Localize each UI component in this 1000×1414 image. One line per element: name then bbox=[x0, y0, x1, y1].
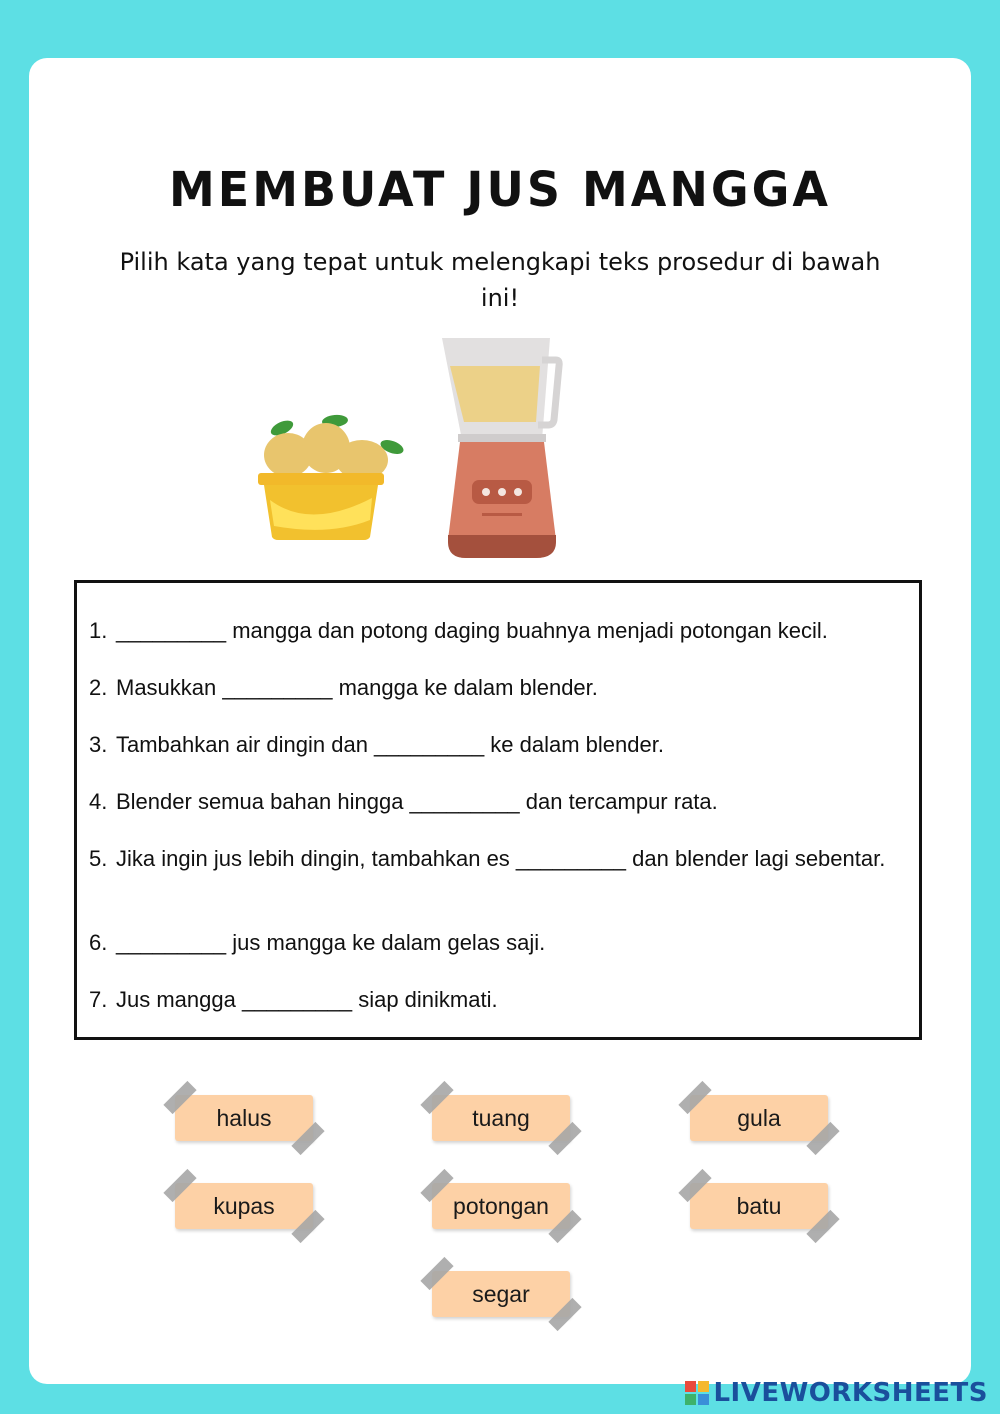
brand-footer[interactable] bbox=[685, 1378, 988, 1408]
word-chip-halus[interactable] bbox=[175, 1095, 313, 1141]
mango-bowl-icon bbox=[258, 414, 405, 540]
step-number: 4. bbox=[89, 789, 108, 814]
word-chip-segar[interactable] bbox=[432, 1271, 570, 1317]
procedure-steps-box bbox=[74, 580, 922, 1040]
blender-icon bbox=[442, 338, 559, 558]
page-title: MEMBUAT JUS MANGGA bbox=[169, 160, 831, 218]
step-item bbox=[89, 845, 909, 873]
step-item bbox=[89, 986, 909, 1014]
step-text: Jus mangga _________ siap dinikmati. bbox=[116, 987, 498, 1012]
step-item bbox=[89, 674, 909, 702]
word-chip-tuang[interactable] bbox=[432, 1095, 570, 1141]
step-item bbox=[89, 731, 909, 759]
word-chip-label: tuang bbox=[472, 1104, 530, 1131]
word-chip-kupas[interactable] bbox=[175, 1183, 313, 1229]
word-chip-potongan[interactable] bbox=[432, 1183, 570, 1229]
step-number: 2. bbox=[89, 675, 108, 700]
step-number: 7. bbox=[89, 987, 108, 1012]
word-chip-gula[interactable] bbox=[690, 1095, 828, 1141]
step-number: 6. bbox=[89, 930, 108, 955]
word-chip-label: segar bbox=[472, 1280, 530, 1307]
step-text: _________ jus mangga ke dalam gelas saji. bbox=[116, 930, 546, 955]
step-item bbox=[89, 617, 909, 645]
step-number: 3. bbox=[89, 732, 108, 757]
instruction-text: Pilih kata yang tepat untuk melengkapi teks prosedur di bawah ini! bbox=[119, 248, 881, 312]
step-text: Tambahkan air dingin dan _________ ke dalam blender. bbox=[116, 732, 664, 757]
step-text: Jika ingin jus lebih dingin, tambahkan es _________ dan blender lagi sebentar. bbox=[116, 846, 886, 871]
brand-name: LIVEWORKSHEETS bbox=[713, 1378, 988, 1408]
step-text: Blender semua bahan hingga _________ dan tercampur rata. bbox=[116, 789, 718, 814]
step-text: _________ mangga dan potong daging buahnya menjadi potongan kecil. bbox=[116, 618, 828, 643]
word-chip-label: potongan bbox=[453, 1192, 549, 1219]
step-item bbox=[89, 929, 909, 957]
word-chip-label: kupas bbox=[213, 1192, 275, 1219]
word-chip-batu[interactable] bbox=[690, 1183, 828, 1229]
step-number: 1. bbox=[89, 618, 108, 643]
word-chip-label: batu bbox=[736, 1192, 782, 1219]
word-chip-label: halus bbox=[216, 1104, 272, 1131]
step-item bbox=[89, 788, 909, 816]
step-number: 5. bbox=[89, 846, 108, 871]
liveworksheets-logo-icon bbox=[685, 1381, 709, 1405]
word-chip-label: gula bbox=[737, 1104, 781, 1131]
step-text: Masukkan _________ mangga ke dalam blender. bbox=[116, 675, 598, 700]
illustration bbox=[250, 330, 570, 570]
